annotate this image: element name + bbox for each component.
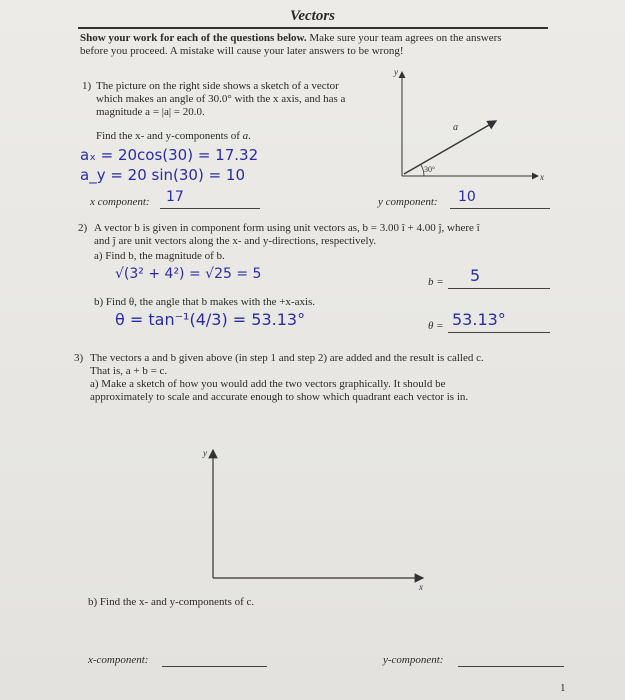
q1-find-text: Find the x- and y-components of bbox=[96, 130, 240, 142]
q1-line3: magnitude a = |a| = 20.0. bbox=[96, 106, 205, 118]
q3-line3: a) Make a sketch of how you would add the two vectors graphically. It should be bbox=[90, 378, 446, 390]
q1-vector-a bbox=[404, 121, 496, 174]
q2-theta-label: θ = bbox=[428, 320, 444, 332]
q2-b-answer: 5 bbox=[470, 266, 481, 285]
q1-y-answer: 10 bbox=[458, 189, 476, 205]
q1-x-answer: 17 bbox=[166, 189, 184, 205]
q2-a-work: √(3² + 4²) = √25 = 5 bbox=[115, 266, 262, 282]
q1-find: Find the x- and y-components of a. bbox=[96, 130, 251, 142]
q2-b-work: θ = tan⁻¹(4/3) = 53.13° bbox=[115, 310, 306, 329]
q1-number: 1) bbox=[82, 80, 92, 92]
q1-x-label: x component: bbox=[90, 196, 150, 208]
q3-line4: approximately to scale and accurate enough to show which quadrant each vector is in. bbox=[90, 391, 469, 403]
q1-x-axis-label: x bbox=[540, 172, 544, 182]
q3-line1: The vectors a and b given above (in step 1 and step 2) are added and the result is called c. bbox=[90, 352, 484, 364]
title-rule bbox=[78, 27, 548, 29]
q2-b-label: b = bbox=[428, 276, 444, 288]
instructions-bold: Show your work for each of the questions below. bbox=[80, 32, 307, 44]
q2-number: 2) bbox=[78, 222, 88, 234]
q1-work-1: aₓ = 20cos(30) = 17.32 bbox=[80, 146, 259, 164]
q3-text bbox=[90, 352, 560, 404]
q2-line2: and ĵ are unit vectors along the x- and y-directions, respectively. bbox=[94, 235, 377, 247]
q1-line2: which makes an angle of 30.0° with the x axis, and has a bbox=[96, 93, 346, 105]
q2-b-line bbox=[448, 288, 550, 289]
page-number: 1 bbox=[560, 682, 566, 694]
q1-angle-label: 30° bbox=[424, 165, 436, 174]
q3-sketch-axes bbox=[195, 442, 435, 592]
q1-line1: The picture on the right side shows a sketch of a vector bbox=[96, 80, 339, 92]
q3-number: 3) bbox=[74, 352, 84, 364]
instructions bbox=[80, 32, 550, 58]
q3-x-axis-label: x bbox=[419, 582, 423, 592]
q1-text bbox=[96, 80, 386, 119]
q1-y-line bbox=[450, 208, 550, 209]
q1-vector-diagram bbox=[390, 64, 550, 184]
q1-work-2: a_y = 20 sin(30) = 10 bbox=[80, 166, 245, 184]
q3-x-label: x-component: bbox=[88, 654, 149, 666]
q2-theta-answer: 53.13° bbox=[452, 310, 506, 329]
q2-text bbox=[94, 222, 554, 248]
q1-vector-label: a bbox=[453, 122, 458, 133]
q1-x-line bbox=[160, 208, 260, 209]
instructions-line2: before you proceed. A mistake will cause your later answers to be wrong! bbox=[80, 45, 404, 57]
q3-line2: That is, a + b = c. bbox=[90, 365, 168, 377]
q3-y-label: y-component: bbox=[383, 654, 444, 666]
q1-y-axis-label: y bbox=[394, 67, 398, 77]
q3-x-line bbox=[162, 666, 267, 667]
q2-b-prompt: b) Find θ, the angle that b makes with the +x-axis. bbox=[94, 296, 316, 308]
q3-y-line bbox=[458, 666, 564, 667]
q3-y-axis-label: y bbox=[203, 448, 207, 458]
q2-a-prompt: a) Find b, the magnitude of b. bbox=[94, 250, 225, 262]
q2-line1: A vector b is given in component form using unit vectors as, b = 3.00 î + 4.00 ĵ, where î bbox=[94, 222, 480, 234]
page-title: Vectors bbox=[290, 8, 335, 24]
instructions-rest: Make sure your team agrees on the answers bbox=[306, 32, 502, 44]
q2-theta-line bbox=[448, 332, 550, 333]
q3-b-prompt: b) Find the x- and y-components of c. bbox=[88, 596, 255, 608]
q1-y-label: y component: bbox=[378, 196, 438, 208]
q1-find-vector: a bbox=[242, 130, 249, 142]
